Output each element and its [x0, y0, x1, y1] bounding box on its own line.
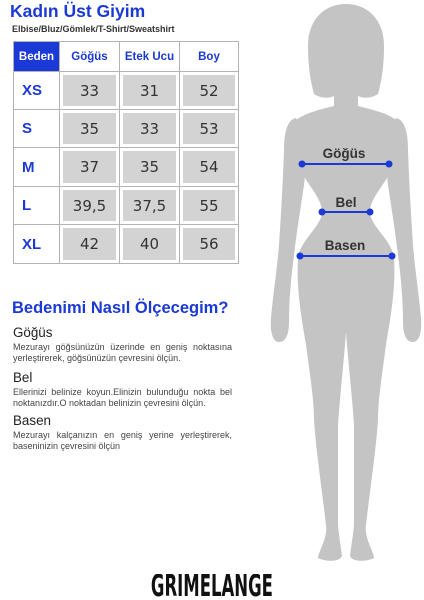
column-header-length: Boy: [180, 42, 239, 72]
measuring-guide-title: Bedenimi Nasıl Ölçecegim?: [12, 299, 229, 317]
row-s-chest: 35: [60, 110, 120, 148]
column-header-hem: Etek Ucu: [120, 42, 180, 72]
chest-left-dot: [299, 161, 306, 168]
row-s-length: 53: [180, 110, 239, 148]
row-l-chest: 39,5: [60, 187, 120, 225]
row-m-hem: 35: [120, 148, 180, 187]
chest-guide-text: Mezurayı göğsünüzün üzerinde en geniş noktasına yerleştirerek, göğsünüzün çevresini ölçün.: [13, 342, 232, 363]
row-s-size: S: [14, 110, 60, 148]
body-measurement-diagram: [262, 0, 424, 572]
row-l-hem: 37,5: [120, 187, 180, 225]
hips-label: Basen: [324, 238, 366, 253]
row-m-chest: 37: [60, 148, 120, 187]
row-xs-length: 52: [180, 72, 239, 110]
page-title: Kadın Üst Giyim: [10, 1, 146, 21]
hips-guide-text: Mezurayı kalçanızın en geniş yerine yerleştirerek, baseninizin çevresini ölçün: [13, 430, 232, 451]
row-xl-length: 56: [180, 225, 239, 264]
row-xs-size: XS: [14, 72, 60, 110]
column-header-size: Beden: [14, 42, 60, 72]
row-xl-hem: 40: [120, 225, 180, 264]
row-m-length: 54: [180, 148, 239, 187]
brand-logo: [0, 574, 424, 600]
waist-label: Bel: [335, 195, 357, 210]
row-s-hem: 33: [120, 110, 180, 148]
hips-left-dot: [297, 253, 304, 260]
head-hair-shape: [308, 4, 384, 112]
row-xl-size: XL: [14, 225, 60, 264]
row-xs-chest: 33: [60, 72, 120, 110]
row-l-length: 55: [180, 187, 239, 225]
size-table: [13, 41, 239, 264]
chest-guide-heading: Göğüs: [13, 325, 53, 340]
waist-right-dot: [367, 209, 374, 216]
chest-right-dot: [386, 161, 393, 168]
row-l-size: L: [14, 187, 60, 225]
woman-body-silhouette-icon: [271, 4, 421, 561]
hips-guide-heading: Basen: [13, 413, 51, 428]
waist-guide-text: Ellerinizi belinize koyun.Elinizin bulunduğu nokta bel noktanızdır.O noktadan belinizin çevresini ölçün.: [13, 387, 232, 408]
row-m-size: M: [14, 148, 60, 187]
product-types-subtitle: Elbise/Bluz/Gömlek/T-Shirt/Sweatshirt: [12, 24, 175, 34]
waist-guide-heading: Bel: [13, 370, 33, 385]
column-header-chest: Göğüs: [60, 42, 120, 72]
row-xl-chest: 42: [60, 225, 120, 264]
brand-logo-text: GRIMELANGE: [150, 574, 273, 600]
row-xs-hem: 31: [120, 72, 180, 110]
chest-label: Göğüs: [322, 146, 366, 161]
torso-legs-shape: [290, 106, 402, 561]
hips-right-dot: [389, 253, 396, 260]
waist-left-dot: [319, 209, 326, 216]
